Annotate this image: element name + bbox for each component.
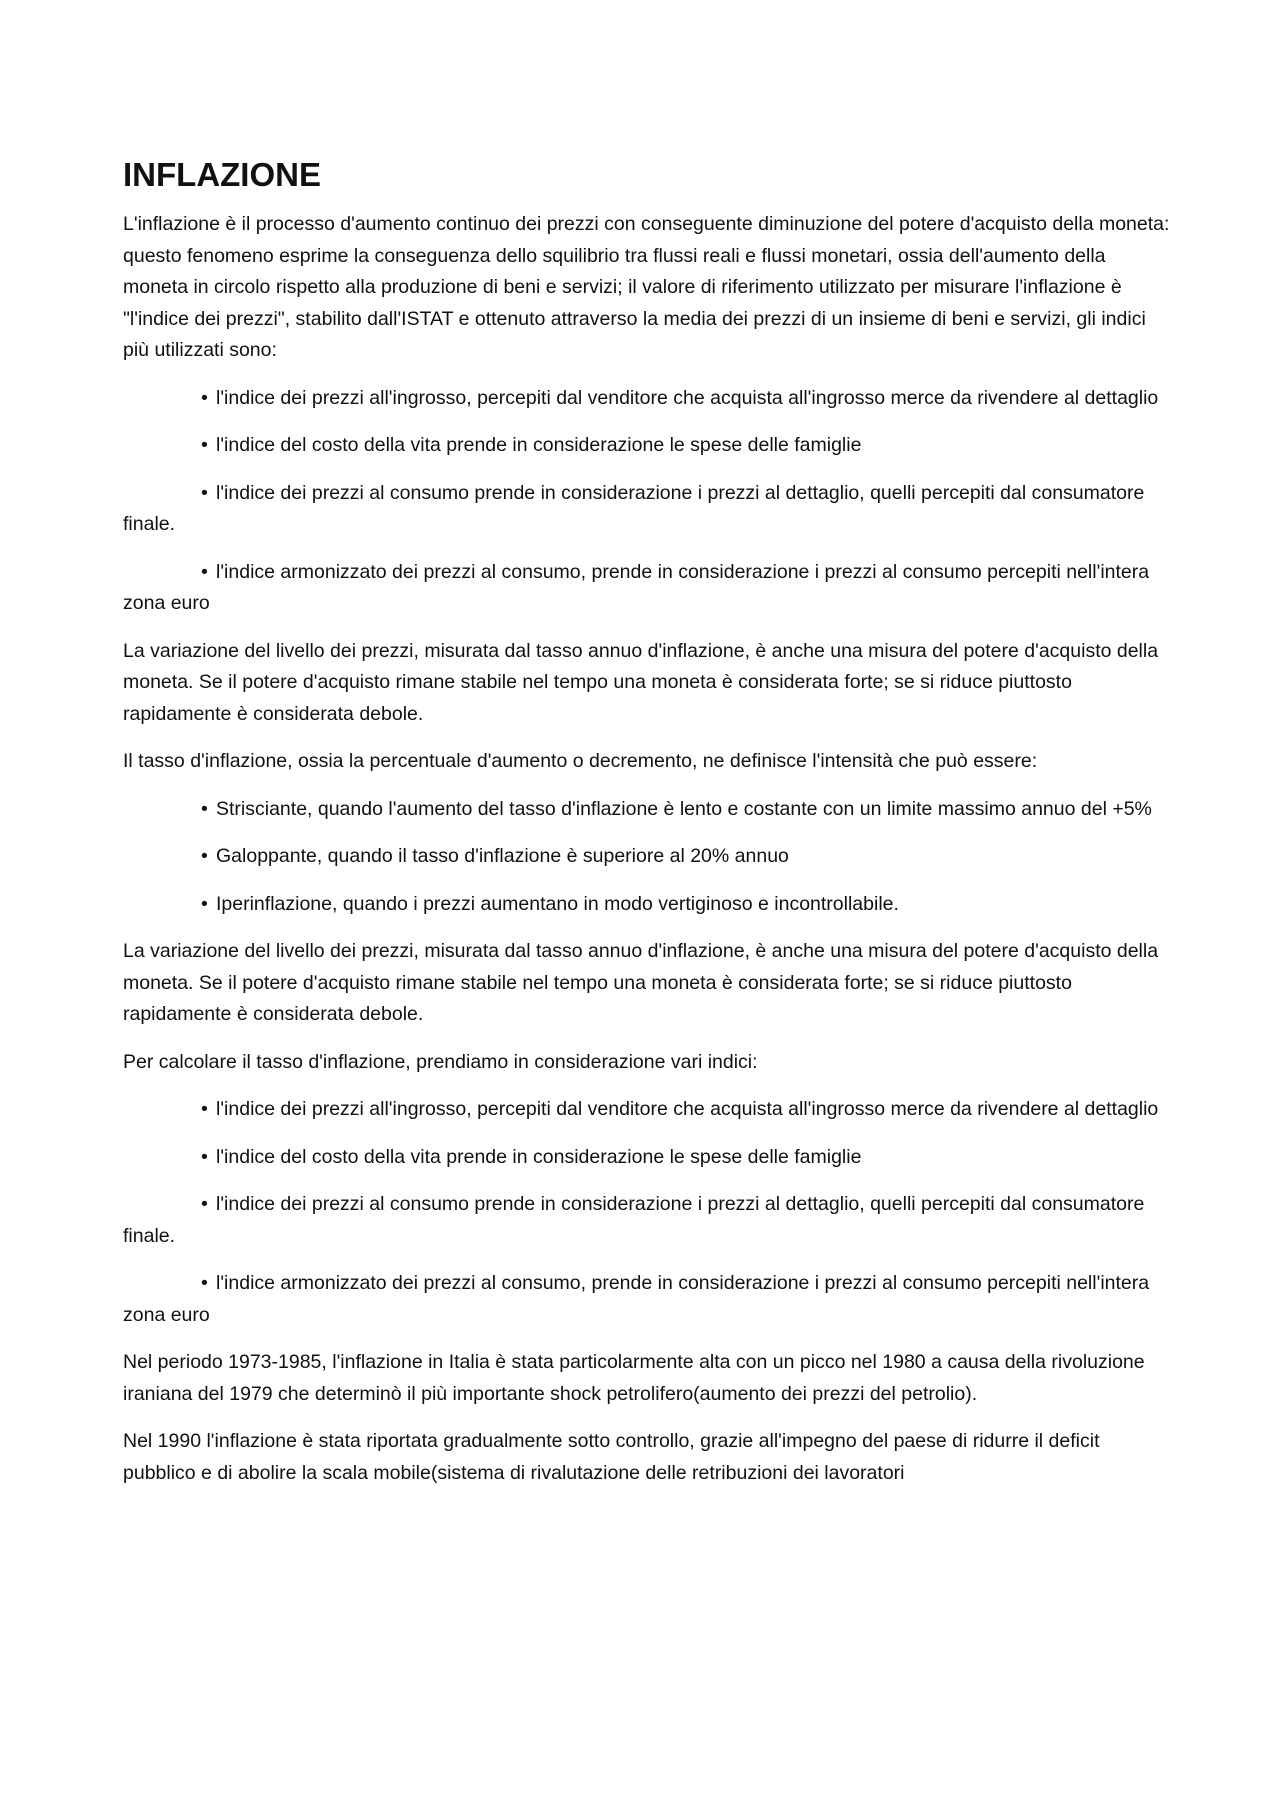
bullet-item [123,841,1173,873]
bullet-dot-icon: • [201,434,208,456]
bullet-item [123,1268,1173,1331]
bullet-item [123,794,1173,826]
bullet-item [123,889,1173,921]
bullet-text: l'indice del costo della vita prende in considerazione le spese delle famiglie [216,1145,862,1168]
bullet-dot-icon: • [201,1098,208,1120]
paragraph: Nel 1990 l'inflazione è stata riportata gradualmente sotto controllo, grazie all'impegno del paese di ridurre il deficit pubblico e di abolire la scala mobile(sistema di rivalutazione delle retribuzioni dei lavoratori [123,1430,1100,1484]
bullet-item [123,383,1173,415]
bullet-dot-icon: • [201,892,208,915]
document-body [123,209,1173,1489]
paragraph: La variazione del livello dei prezzi, misurata dal tasso annuo d'inflazione, è anche una misura del potere d'acquisto della moneta. Se il potere d'acquisto rimane stabile nel tempo una moneta è considerata forte; se si riduce piuttosto rapidamente è considerata debole. [123,940,1159,1025]
bullet-dot-icon: • [201,1145,208,1168]
bullet-text: Galoppante, quando il tasso d'inflazione è superiore al 20% annuo [216,845,789,867]
paragraph: La variazione del livello dei prezzi, misurata dal tasso annuo d'inflazione, è anche una misura del potere d'acquisto della moneta. Se il potere d'acquisto rimane stabile nel tempo una moneta è considerata forte; se si riduce piuttosto rapidamente è considerata debole. [123,639,1159,725]
bullet-dot-icon: • [201,1193,208,1215]
bullet-item [123,1094,1173,1126]
bullet-text: l'indice dei prezzi al consumo prende in considerazione i prezzi al dettaglio, quelli percepiti dal consumatore finale. [123,481,1145,535]
paragraph: Nel periodo 1973-1985, l'inflazione in Italia è stata particolarmente alta con un picco nel 1980 a causa della rivoluzione iraniana del 1979 che determinò il più importante shock petrolifero(aumento dei prezzi del petrolio). [123,1351,1145,1405]
bullet-text: l'indice del costo della vita prende in considerazione le spese delle famiglie [216,434,862,456]
bullet-item [123,1189,1173,1252]
bullet-item [123,1142,1173,1174]
bullet-dot-icon: • [201,481,208,504]
paragraph: L'inflazione è il processo d'aumento continuo dei prezzi con conseguente diminuzione del potere d'acquisto della moneta: questo fenomeno esprime la conseguenza dello squilibrio tra flussi reali e flussi monetari, ossia dell'aumento della moneta in circolo rispetto alla produzione di beni e servizi; il valore di riferimento utilizzato per misurare l'inflazione è "l'indice dei prezzi", stabilito dall'ISTAT e ottenuto attraverso la media dei prezzi di un insieme di beni e servizi, gli indici più utilizzati sono: [123,213,1170,361]
bullet-text: Strisciante, quando l'aumento del tasso d'inflazione è lento e costante con un limite massimo annuo del +5% [216,797,1152,820]
bullet-dot-icon: • [201,386,208,409]
paragraph: Per calcolare il tasso d'inflazione, prendiamo in considerazione vari indici: [123,1050,758,1073]
bullet-item [123,430,1173,462]
bullet-text: l'indice armonizzato dei prezzi al consumo, prende in considerazione i prezzi al consumo percepiti nell'intera zona euro [123,1272,1150,1326]
bullet-text: l'indice dei prezzi al consumo prende in considerazione i prezzi al dettaglio, quelli percepiti dal consumatore finale. [123,1193,1145,1247]
bullet-item [123,557,1173,620]
paragraph: Il tasso d'inflazione, ossia la percentuale d'aumento o decremento, ne definisce l'intensità che può essere: [123,750,1038,772]
bullet-dot-icon: • [201,797,208,820]
bullet-text: l'indice dei prezzi all'ingrosso, percepiti dal venditore che acquista all'ingrosso merce da rivendere al dettaglio [216,1098,1159,1120]
document-content [123,155,1173,1505]
bullet-dot-icon: • [201,1272,208,1294]
bullet-dot-icon: • [201,560,208,583]
bullet-dot-icon: • [201,845,208,867]
bullet-text: l'indice armonizzato dei prezzi al consumo, prende in considerazione i prezzi al consumo percepiti nell'intera zona euro [123,560,1150,614]
bullet-item [123,478,1173,541]
document-title: INFLAZIONE [123,156,321,193]
bullet-text: Iperinflazione, quando i prezzi aumentano in modo vertiginoso e incontrollabile. [216,892,899,915]
bullet-text: l'indice dei prezzi all'ingrosso, percepiti dal venditore che acquista all'ingrosso merce da rivendere al dettaglio [216,386,1159,409]
